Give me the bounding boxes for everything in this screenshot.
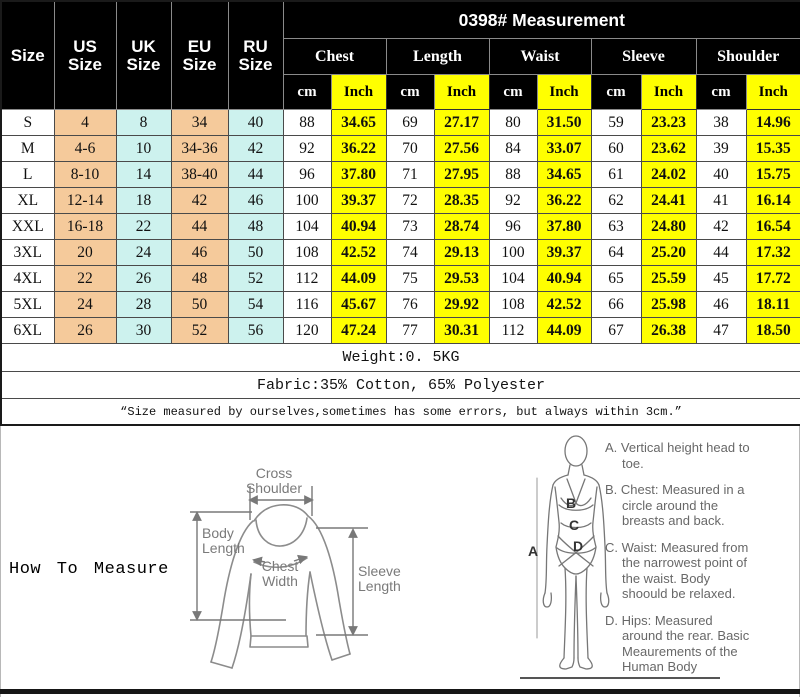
eu-size-cell: 34 [171,110,228,136]
table-row [1,292,800,318]
us-size-cell: 24 [54,292,116,318]
length-inch-cell: 29.53 [434,266,489,292]
chest-inch-cell: 36.22 [331,136,386,162]
shoulder-inch-cell: 17.72 [746,266,800,292]
table-row [1,318,800,344]
size-cell: XL [1,188,54,214]
size-cell: 6XL [1,318,54,344]
weight-row: Weight:0. 5KG [1,344,800,372]
eu-size-cell: 46 [171,240,228,266]
unit-header-inch: Inch [641,75,696,110]
waist-cm-cell: 96 [489,214,537,240]
chest-cm-cell: 100 [283,188,331,214]
size-cell: 4XL [1,266,54,292]
col-group-length: Length [386,39,489,75]
table-row [1,240,800,266]
shoulder-cm-cell: 42 [696,214,746,240]
shoulder-cm-cell: 47 [696,318,746,344]
shoulder-inch-cell: 15.35 [746,136,800,162]
sleeve-inch-cell: 25.59 [641,266,696,292]
ru-size-cell: 46 [228,188,283,214]
chest-inch-cell: 37.80 [331,162,386,188]
length-cm-cell: 77 [386,318,434,344]
ru-size-cell: 50 [228,240,283,266]
waist-inch-cell: 39.37 [537,240,591,266]
eu-size-cell: 42 [171,188,228,214]
chest-cm-cell: 112 [283,266,331,292]
us-size-cell: 16-18 [54,214,116,240]
sleeve-inch-cell: 25.20 [641,240,696,266]
waist-inch-cell: 44.09 [537,318,591,344]
sleeve-length-label: Sleeve Length [358,563,401,594]
eu-size-cell: 50 [171,292,228,318]
unit-header-inch: Inch [746,75,800,110]
eu-size-cell: 48 [171,266,228,292]
shoulder-cm-cell: 39 [696,136,746,162]
sleeve-cm-cell: 63 [591,214,641,240]
chest-cm-cell: 108 [283,240,331,266]
col-group-sleeve: Sleeve [591,39,696,75]
length-cm-cell: 76 [386,292,434,318]
ru-size-cell: 42 [228,136,283,162]
eu-size-cell: 52 [171,318,228,344]
shoulder-inch-cell: 18.11 [746,292,800,318]
waist-inch-cell: 34.65 [537,162,591,188]
length-inch-cell: 28.74 [434,214,489,240]
size-table-body [1,110,800,344]
size-cell: L [1,162,54,188]
chest-inch-cell: 40.94 [331,214,386,240]
figure-label-a: A [528,543,539,559]
length-inch-cell: 27.17 [434,110,489,136]
us-size-cell: 22 [54,266,116,292]
col-header-size: Size [1,1,54,110]
col-header-eu-size: EU Size [171,1,228,110]
chest-inch-cell: 39.37 [331,188,386,214]
table-row [1,136,800,162]
eu-size-cell: 34-36 [171,136,228,162]
shoulder-inch-cell: 16.54 [746,214,800,240]
length-cm-cell: 69 [386,110,434,136]
instruction-b: B. Chest: Measured in a circle around the breasts and back. [605,482,745,528]
table-row [1,110,800,136]
figure-label-d: D [573,538,584,554]
size-cell: 3XL [1,240,54,266]
shoulder-cm-cell: 38 [696,110,746,136]
instruction-d: D. Hips: Measured around the rear. Basic Meaurements of the Human Body [605,612,750,674]
chest-inch-cell: 45.67 [331,292,386,318]
unit-header-inch: Inch [537,75,591,110]
sleeve-inch-cell: 26.38 [641,318,696,344]
uk-size-cell: 26 [116,266,171,292]
length-inch-cell: 27.95 [434,162,489,188]
shoulder-inch-cell: 14.96 [746,110,800,136]
chest-width-label: Chest Width [261,558,299,589]
waist-inch-cell: 40.94 [537,266,591,292]
fabric-row: Fabric:35% Cotton, 65% Polyester [1,372,800,399]
sleeve-inch-cell: 25.98 [641,292,696,318]
waist-inch-cell: 37.80 [537,214,591,240]
unit-header-cm: cm [696,75,746,110]
length-cm-cell: 70 [386,136,434,162]
length-cm-cell: 72 [386,188,434,214]
chest-cm-cell: 116 [283,292,331,318]
shoulder-inch-cell: 18.50 [746,318,800,344]
bottom-border [0,689,800,694]
waist-inch-cell: 36.22 [537,188,591,214]
size-cell: M [1,136,54,162]
size-cell: XXL [1,214,54,240]
length-cm-cell: 75 [386,266,434,292]
chest-cm-cell: 88 [283,110,331,136]
shoulder-inch-cell: 16.14 [746,188,800,214]
ru-size-cell: 56 [228,318,283,344]
col-header-ru-size: RU Size [228,1,283,110]
size-cell: S [1,110,54,136]
ru-size-cell: 44 [228,162,283,188]
measure-instructions [605,440,751,686]
chest-cm-cell: 96 [283,162,331,188]
waist-inch-cell: 31.50 [537,110,591,136]
instruction-c: C. Waist: Measured from the narrowest point of the waist. Body shoould be relaxed. [605,539,749,601]
cross-shoulder-label: Cross Shoulder [245,465,303,496]
unit-header-cm: cm [386,75,434,110]
waist-cm-cell: 112 [489,318,537,344]
waist-cm-cell: 100 [489,240,537,266]
sleeve-inch-cell: 23.62 [641,136,696,162]
chest-cm-cell: 104 [283,214,331,240]
col-header-us-size: US Size [54,1,116,110]
col-group-chest: Chest [283,39,386,75]
uk-size-cell: 28 [116,292,171,318]
length-inch-cell: 29.92 [434,292,489,318]
chest-inch-cell: 42.52 [331,240,386,266]
length-cm-cell: 74 [386,240,434,266]
shoulder-cm-cell: 44 [696,240,746,266]
figure-label-b: B [566,495,577,511]
how-to-measure-heading: How To Measure [9,560,169,579]
unit-header-cm: cm [283,75,331,110]
sleeve-inch-cell: 24.41 [641,188,696,214]
table-row [1,188,800,214]
unit-header-cm: cm [489,75,537,110]
shoulder-cm-cell: 45 [696,266,746,292]
length-inch-cell: 29.13 [434,240,489,266]
measurement-title: 0398# Measurement [283,1,800,39]
table-row [1,162,800,188]
table-row [1,266,800,292]
sleeve-cm-cell: 62 [591,188,641,214]
waist-cm-cell: 80 [489,110,537,136]
sleeve-inch-cell: 24.02 [641,162,696,188]
sleeve-cm-cell: 60 [591,136,641,162]
figure-underline [520,677,720,679]
figure-label-c: C [569,517,580,533]
how-to-measure-section [0,426,800,697]
us-size-cell: 4-6 [54,136,116,162]
sleeve-cm-cell: 61 [591,162,641,188]
sleeve-inch-cell: 23.23 [641,110,696,136]
length-inch-cell: 28.35 [434,188,489,214]
us-size-cell: 20 [54,240,116,266]
shoulder-inch-cell: 17.32 [746,240,800,266]
us-size-cell: 12-14 [54,188,116,214]
body-length-label: Body Length [202,525,245,556]
uk-size-cell: 18 [116,188,171,214]
length-cm-cell: 73 [386,214,434,240]
uk-size-cell: 22 [116,214,171,240]
us-size-cell: 8-10 [54,162,116,188]
uk-size-cell: 30 [116,318,171,344]
sleeve-cm-cell: 64 [591,240,641,266]
us-size-cell: 26 [54,318,116,344]
us-size-cell: 4 [54,110,116,136]
unit-header-inch: Inch [434,75,489,110]
ru-size-cell: 40 [228,110,283,136]
chest-cm-cell: 120 [283,318,331,344]
ru-size-cell: 48 [228,214,283,240]
waist-inch-cell: 42.52 [537,292,591,318]
waist-cm-cell: 104 [489,266,537,292]
sleeve-cm-cell: 66 [591,292,641,318]
shoulder-inch-cell: 15.75 [746,162,800,188]
length-inch-cell: 27.56 [434,136,489,162]
table-row [1,214,800,240]
unit-header-inch: Inch [331,75,386,110]
length-cm-cell: 71 [386,162,434,188]
waist-cm-cell: 88 [489,162,537,188]
sleeve-cm-cell: 59 [591,110,641,136]
chest-inch-cell: 44.09 [331,266,386,292]
eu-size-cell: 38-40 [171,162,228,188]
uk-size-cell: 10 [116,136,171,162]
waist-cm-cell: 84 [489,136,537,162]
uk-size-cell: 14 [116,162,171,188]
ru-size-cell: 52 [228,266,283,292]
unit-header-cm: cm [591,75,641,110]
col-header-uk-size: UK Size [116,1,171,110]
eu-size-cell: 44 [171,214,228,240]
uk-size-cell: 24 [116,240,171,266]
chest-inch-cell: 47.24 [331,318,386,344]
sleeve-cm-cell: 65 [591,266,641,292]
chest-cm-cell: 92 [283,136,331,162]
uk-size-cell: 8 [116,110,171,136]
size-cell: 5XL [1,292,54,318]
instruction-a: A. Vertical height head to toe. [605,440,750,471]
shoulder-cm-cell: 41 [696,188,746,214]
sleeve-cm-cell: 67 [591,318,641,344]
col-group-shoulder: Shoulder [696,39,800,75]
col-group-waist: Waist [489,39,591,75]
waist-cm-cell: 108 [489,292,537,318]
chest-inch-cell: 34.65 [331,110,386,136]
waist-inch-cell: 33.07 [537,136,591,162]
sleeve-inch-cell: 24.80 [641,214,696,240]
waist-cm-cell: 92 [489,188,537,214]
length-inch-cell: 30.31 [434,318,489,344]
note-row: “Size measured by ourselves,sometimes has some errors, but always within 3cm.” [1,399,800,426]
shoulder-cm-cell: 46 [696,292,746,318]
ru-size-cell: 54 [228,292,283,318]
shoulder-cm-cell: 40 [696,162,746,188]
